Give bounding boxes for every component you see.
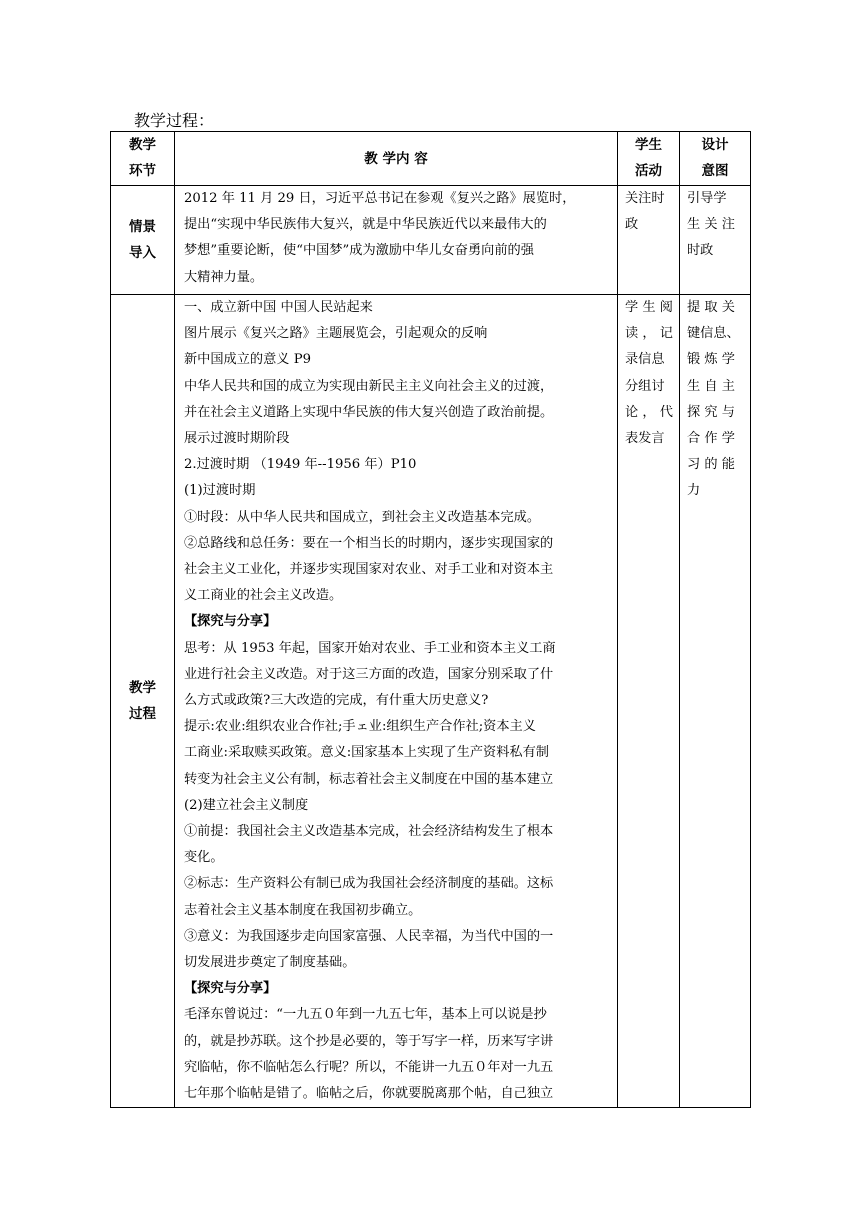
- stage-line: 情景: [129, 219, 156, 235]
- content-line: 中华人民共和国的成立为实现由新民主主义向社会主义的过渡，: [184, 378, 554, 394]
- design-intent-line: 力: [687, 483, 701, 499]
- content-line: (1)过渡时期: [184, 483, 256, 499]
- table-row: [111, 295, 751, 1108]
- content-line: 志着社会主义基本制度在我国初步确立。: [184, 902, 422, 918]
- design-intent-line: 键信息、: [687, 326, 740, 342]
- content-line: ②标志：生产资料公有制已成为我国社会经济制度的基础。这标: [184, 876, 554, 892]
- stage-line: 过程: [129, 706, 156, 723]
- design-intent-line: 习 的 能: [687, 457, 735, 473]
- design-intent-line: 提 取 关: [687, 300, 735, 315]
- header-design-line: 意图: [701, 163, 729, 179]
- content-line: 社会主义工业化，并逐步实现国家对农业、对手工业和对资本主: [184, 562, 554, 578]
- student-activity-line: 论 ， 代: [625, 404, 673, 420]
- header-stage-line: 环节: [129, 163, 156, 179]
- stage-cell: [111, 186, 175, 295]
- student-activity-cell: [618, 295, 680, 1108]
- content-line: 展示过渡时期阶段: [184, 431, 290, 447]
- student-activity-line: 表发言: [625, 431, 665, 447]
- header-student-line: 学生: [635, 137, 662, 153]
- stage-line: 导入: [129, 245, 156, 261]
- header-content-label: 教 学内 容: [364, 150, 428, 167]
- design-intent-line: 时政: [687, 243, 714, 259]
- content-line: 提出“实现中华民族伟大复兴，就是中华民族近代以来最伟大的: [184, 217, 547, 233]
- content-line: 么方式或政策?三大改造的完成，有什重大历史意义?: [184, 693, 489, 709]
- header-stage-line: 教学: [129, 137, 156, 153]
- design-intent-line: 探 究 与: [687, 404, 735, 420]
- content-line: 【探究与分享】: [184, 614, 277, 630]
- content-line: 转变为社会主义公有制，标志着社会主义制度在中国的基本建立: [184, 771, 554, 787]
- table-row: [111, 186, 751, 295]
- content-line: (2)建立社会主义制度: [184, 797, 309, 813]
- section-heading: 教学过程：: [134, 111, 215, 130]
- header-design-cell: [680, 132, 751, 186]
- content-line: 并在社会主义道路上实现中华民族的伟大复兴创造了政治前提。: [184, 404, 554, 420]
- content-line: 2012 年 11 月 29 日，习近平总书记在参观《复兴之路》展览时，: [184, 191, 576, 206]
- content-line: 义工商业的社会主义改造。: [184, 588, 343, 604]
- content-line: 毛泽东曾说过：“一九五０年到一九五七年，基本上可以说是抄: [184, 1007, 547, 1023]
- content-line: 梦想”重要论断，使“中国梦”成为激励中华儿女奋勇向前的强: [184, 243, 534, 259]
- design-intent-line: 合 作 学: [687, 431, 735, 447]
- design-intent-cell: [680, 186, 751, 295]
- student-activity-line: 分组讨: [625, 378, 665, 394]
- student-activity-line: 录信息: [625, 352, 665, 368]
- stage-line: 教学: [129, 680, 156, 697]
- student-activity-line: 学 生 阅: [625, 300, 673, 315]
- content-line: 图片展示《复兴之路》主题展览会，引起观众的反响: [184, 326, 488, 342]
- stage-cell: [111, 295, 175, 1108]
- student-activity-line: 关注时: [625, 191, 665, 206]
- lesson-process-table: [110, 131, 751, 1108]
- design-intent-cell: [680, 295, 751, 1108]
- student-activity-line: 读 ， 记: [625, 326, 673, 342]
- content-line: 2.过渡时期 （1949 年--1956 年）P10: [184, 457, 417, 473]
- content-line: 【探究与分享】: [184, 981, 277, 997]
- content-line: ①前提：我国社会主义改造基本完成，社会经济结构发生了根本: [184, 824, 554, 840]
- header-student-line: 活动: [635, 163, 662, 179]
- header-stage-cell: [111, 132, 175, 186]
- content-line: 大精神力量。: [184, 269, 264, 285]
- content-line: 业进行社会主义改造。对于这三方面的改造，国家分别采取了什: [184, 666, 554, 682]
- content-line: 工商业:采取赎买政策。意义:国家基本上实现了生产资料私有制: [184, 745, 549, 761]
- header-student-cell: [618, 132, 680, 186]
- content-line: 切发展进步奠定了制度基础。: [184, 955, 356, 971]
- design-intent-line: 生 关 注: [687, 217, 735, 233]
- content-line: ③意义：为我国逐步走向国家富强、人民幸福，为当代中国的一: [184, 928, 554, 944]
- header-content-cell: [175, 132, 618, 186]
- content-line: 新中国成立的意义 P9: [184, 352, 311, 368]
- content-line: 提示:农业:组织农业合作社;手ェ业:组织生产合作社;资本主义: [184, 719, 536, 735]
- content-line: ①时段：从中华人民共和国成立，到社会主义改造基本完成。: [184, 509, 541, 525]
- student-activity-line: 政: [625, 217, 639, 233]
- student-activity-cell: [618, 186, 680, 295]
- content-line: 七年那个临帖是错了。临帖之后，你就要脱离那个帖，自己独立: [184, 1086, 554, 1102]
- content-line: 变化。: [184, 850, 224, 866]
- content-line: 一、成立新中国 中国人民站起来: [184, 300, 373, 315]
- content-cell: [175, 186, 618, 295]
- design-intent-line: 引导学: [687, 191, 727, 206]
- design-intent-line: 生 自 主: [687, 378, 735, 394]
- content-line: 的，就是抄苏联。这个抄是必要的，等于写字一样，历来写字讲: [184, 1033, 554, 1049]
- content-cell: [175, 295, 618, 1108]
- content-line: ②总路线和总任务：要在一个相当长的时期内，逐步实现国家的: [184, 535, 554, 551]
- content-line: 思考：从 1953 年起，国家开始对农业、手工业和资本主义工商: [184, 640, 556, 656]
- design-intent-line: 锻 炼 学: [687, 352, 735, 368]
- content-line: 究临帖，你不临帖怎么行呢？所以，不能讲一九五０年对一九五: [184, 1059, 554, 1075]
- header-row: [111, 132, 751, 186]
- header-design-line: 设计: [701, 137, 729, 153]
